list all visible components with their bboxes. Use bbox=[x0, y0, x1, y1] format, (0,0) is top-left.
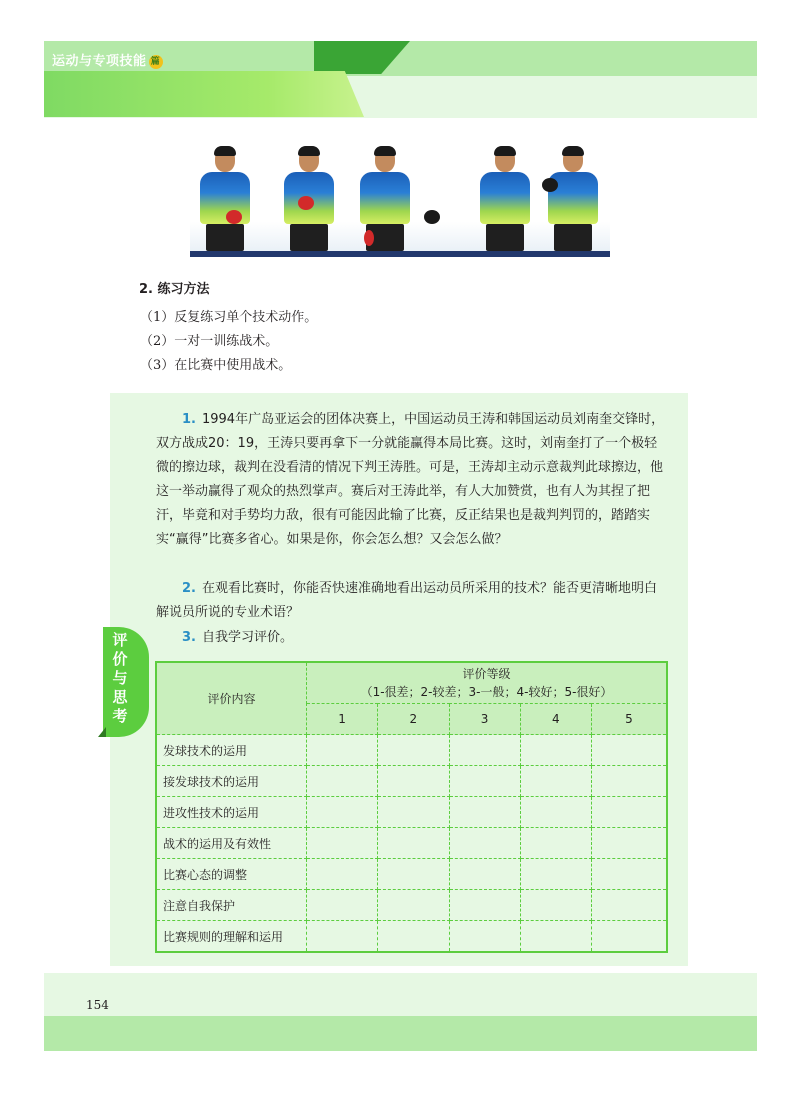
rating-cell bbox=[520, 859, 591, 890]
level-2-header: 2 bbox=[378, 704, 449, 735]
player-figure bbox=[278, 148, 340, 257]
question-number: 2. bbox=[182, 581, 196, 596]
row-label: 接发球技术的运用 bbox=[156, 766, 307, 797]
level-header-title: 评价等级 bbox=[462, 667, 511, 681]
rating-cell bbox=[449, 859, 520, 890]
side-tab-notch bbox=[98, 727, 106, 737]
player-figure bbox=[542, 148, 604, 257]
practice-title: 2. 练习方法 bbox=[139, 282, 210, 297]
table-row bbox=[156, 828, 667, 859]
rating-cell bbox=[592, 890, 668, 921]
rating-cell bbox=[449, 735, 520, 766]
level-3-header: 3 bbox=[449, 704, 520, 735]
rating-cell bbox=[449, 828, 520, 859]
question-text: 自我学习评价。 bbox=[201, 630, 293, 645]
row-label: 比赛规则的理解和运用 bbox=[156, 921, 307, 953]
question-number: 1. bbox=[182, 412, 196, 427]
table-row bbox=[156, 859, 667, 890]
player-figure bbox=[474, 148, 536, 257]
rating-cell bbox=[378, 766, 449, 797]
rating-cell bbox=[449, 890, 520, 921]
rating-cell bbox=[307, 797, 378, 828]
self-evaluation-table bbox=[155, 661, 668, 953]
rating-cell bbox=[307, 735, 378, 766]
section-header-title: 运动与专项技能 bbox=[52, 54, 147, 69]
player-figure bbox=[354, 148, 416, 257]
rating-cell bbox=[592, 921, 668, 953]
level-5-header: 5 bbox=[592, 704, 668, 735]
practice-item: （1）反复练习单个技术动作。 bbox=[140, 310, 318, 325]
rating-cell bbox=[378, 921, 449, 953]
question-3 bbox=[156, 626, 666, 650]
question-2 bbox=[156, 577, 666, 625]
question-text: 在观看比赛时，你能否快速准确地看出运动员所采用的技术？能否更清晰地明白解说员所说的专业术语？ bbox=[156, 581, 657, 620]
table-row bbox=[156, 890, 667, 921]
player-figure bbox=[194, 148, 256, 257]
rating-cell bbox=[378, 735, 449, 766]
rating-cell bbox=[307, 859, 378, 890]
rating-cell bbox=[592, 828, 668, 859]
rating-cell bbox=[449, 766, 520, 797]
level-4-header: 4 bbox=[520, 704, 591, 735]
rating-cell bbox=[520, 890, 591, 921]
rating-cell bbox=[520, 921, 591, 953]
rating-cell bbox=[378, 797, 449, 828]
question-number: 3. bbox=[182, 630, 196, 645]
row-label: 发球技术的运用 bbox=[156, 735, 307, 766]
rating-cell bbox=[307, 921, 378, 953]
question-text: 1994年广岛亚运会的团体决赛上，中国运动员王涛和韩国运动员刘南奎交锋时，双方战成20：19，王涛只要再拿下一分就能赢得本局比赛。这时，刘南奎打了一个极轻微的擦边球，裁判在没看清的情况下判王涛胜。可是，王涛却主动示意裁判此球擦边，他这一举动赢得了观众的热烈掌声。赛后对王涛此举，有人大加赞赏，也有人为其捏了把汗，毕竟和对手势均力敌，很有可能因此输了比赛，反正结果也是裁判判罚的，踏踏实实“赢得”比赛多省心。如果是你，你会怎么想？又会怎么做？ bbox=[156, 412, 665, 547]
rating-cell bbox=[449, 921, 520, 953]
rating-cell bbox=[592, 859, 668, 890]
practice-item: （2）一对一训练战术。 bbox=[140, 334, 279, 349]
rating-cell bbox=[592, 797, 668, 828]
rating-cell bbox=[592, 735, 668, 766]
rating-cell bbox=[378, 890, 449, 921]
ping-pong-table bbox=[190, 251, 610, 257]
row-label: 战术的运用及有效性 bbox=[156, 828, 307, 859]
row-label: 比赛心态的调整 bbox=[156, 859, 307, 890]
practice-item: （3）在比赛中使用战术。 bbox=[140, 358, 292, 373]
question-1 bbox=[156, 408, 666, 552]
table-row bbox=[156, 766, 667, 797]
rating-cell bbox=[307, 766, 378, 797]
table-row bbox=[156, 735, 667, 766]
table-row bbox=[156, 921, 667, 953]
rating-cell bbox=[307, 890, 378, 921]
table-row bbox=[156, 797, 667, 828]
side-tab-label: 评价与思考 bbox=[112, 631, 128, 725]
content-header: 评价内容 bbox=[156, 662, 307, 735]
rating-cell bbox=[520, 828, 591, 859]
rating-cell bbox=[520, 797, 591, 828]
rating-cell bbox=[307, 828, 378, 859]
players-photo bbox=[190, 140, 610, 257]
header-tab bbox=[44, 71, 364, 117]
rating-cell bbox=[378, 859, 449, 890]
bottom-band bbox=[44, 1016, 757, 1051]
level-header bbox=[307, 662, 668, 704]
rating-cell bbox=[520, 735, 591, 766]
row-label: 进攻性技术的运用 bbox=[156, 797, 307, 828]
rating-cell bbox=[449, 797, 520, 828]
row-label: 注意自我保护 bbox=[156, 890, 307, 921]
level-header-scale: （1-很差；2-较差；3-一般；4-较好；5-很好） bbox=[360, 685, 613, 699]
level-1-header: 1 bbox=[307, 704, 378, 735]
page-number: 154 bbox=[86, 998, 109, 1012]
section-header bbox=[52, 50, 163, 69]
rating-cell bbox=[520, 766, 591, 797]
section-badge: 篇 bbox=[149, 55, 163, 69]
rating-cell bbox=[378, 828, 449, 859]
rating-cell bbox=[592, 766, 668, 797]
